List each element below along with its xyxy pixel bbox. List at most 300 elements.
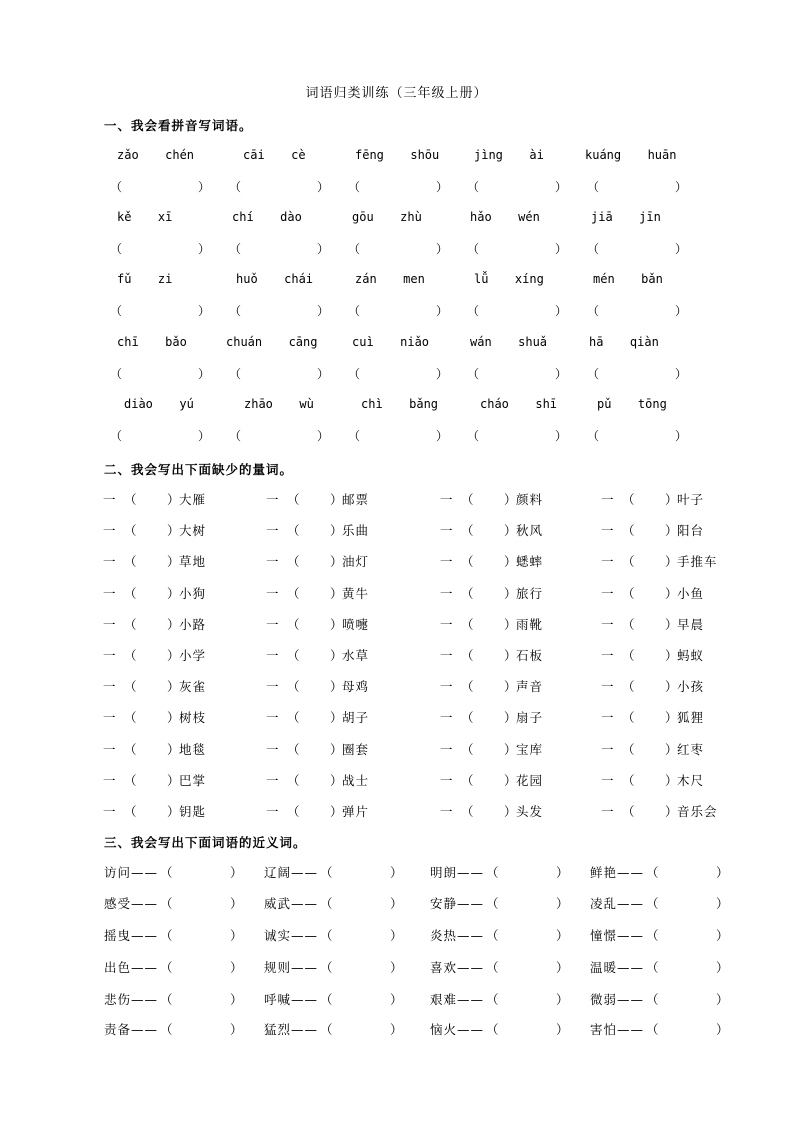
answer-paren-close: ） (556, 896, 569, 911)
measure-prefix: 一 (266, 772, 279, 788)
answer-paren-open: （ (320, 960, 333, 975)
noun-word: 巴掌 (179, 772, 207, 788)
pinyin-prompt: mén bǎn (593, 272, 663, 286)
measure-prefix: 一 (601, 741, 614, 757)
answer-paren-close: ） (167, 741, 180, 757)
answer-paren-open: （ (461, 741, 474, 757)
answer-paren-open: （ (320, 1022, 333, 1037)
noun-word: 音乐会 (677, 804, 718, 819)
answer-paren-close: ） (716, 1022, 729, 1037)
answer-paren-close: ） (504, 492, 517, 507)
answer-paren-open: （ (160, 960, 173, 975)
measure-prefix: 一 (601, 554, 614, 570)
noun-word: 树枝 (179, 710, 207, 726)
answer-paren-open: （ (287, 804, 300, 819)
pinyin-prompt: jìng ài (474, 148, 544, 162)
noun-word: 花园 (516, 772, 544, 788)
synonym-prompt: 猛烈—— (264, 1022, 319, 1037)
measure-prefix: 一 (103, 772, 116, 788)
answer-paren-close: ） (665, 679, 678, 695)
answer-paren-close: ） (198, 242, 211, 256)
answer-paren-close: ） (556, 1022, 569, 1037)
noun-word: 早晨 (677, 616, 705, 632)
answer-paren-open: （ (622, 554, 635, 570)
measure-prefix: 一 (266, 523, 279, 539)
answer-paren-open: （ (646, 928, 659, 943)
answer-paren-open: （ (646, 1022, 659, 1037)
synonym-prompt: 微弱—— (590, 992, 645, 1007)
pinyin-prompt: lǚ xíng (474, 272, 544, 286)
answer-paren-close: ） (555, 367, 568, 381)
answer-paren-open: （ (622, 741, 635, 757)
measure-prefix: 一 (103, 741, 116, 757)
noun-word: 秋风 (516, 523, 544, 539)
answer-paren-open: （ (287, 616, 300, 632)
answer-paren-open: （ (461, 772, 474, 788)
answer-paren-close: ） (330, 679, 343, 695)
noun-word: 声音 (516, 679, 544, 695)
measure-prefix: 一 (103, 492, 116, 507)
answer-paren-close: ） (665, 492, 678, 507)
answer-paren-open: （ (124, 648, 137, 663)
answer-paren-open: （ (110, 429, 123, 443)
answer-paren-close: ） (167, 648, 180, 663)
answer-paren-close: ） (556, 992, 569, 1007)
answer-paren-open: （ (160, 1022, 173, 1037)
answer-paren-close: ） (390, 992, 403, 1007)
answer-paren-open: （ (110, 367, 123, 381)
synonym-prompt: 凌乱—— (590, 896, 645, 911)
answer-paren-close: ） (167, 492, 180, 507)
section-2-heading: 二、我会写出下面缺少的量词。 (104, 462, 294, 477)
answer-paren-open: （ (160, 992, 173, 1007)
synonym-prompt: 害怕—— (590, 1022, 645, 1037)
noun-word: 小狗 (179, 585, 207, 601)
synonym-prompt: 恼火—— (430, 1022, 485, 1037)
answer-paren-open: （ (587, 304, 600, 318)
answer-paren-open: （ (622, 585, 635, 601)
synonym-prompt: 憧憬—— (590, 928, 645, 943)
answer-paren-close: ） (167, 616, 180, 632)
answer-paren-close: ） (504, 710, 517, 726)
answer-paren-open: （ (646, 865, 659, 880)
measure-prefix: 一 (103, 648, 116, 663)
noun-word: 扇子 (516, 710, 544, 726)
noun-word: 小鱼 (677, 585, 705, 601)
synonym-prompt: 炎热—— (430, 928, 485, 943)
answer-paren-open: （ (646, 960, 659, 975)
measure-prefix: 一 (103, 804, 116, 819)
answer-paren-close: ） (504, 523, 517, 539)
answer-paren-close: ） (390, 896, 403, 911)
answer-paren-close: ） (665, 648, 678, 663)
answer-paren-open: （ (124, 679, 137, 695)
answer-paren-close: ） (330, 585, 343, 601)
answer-paren-close: ） (330, 772, 343, 788)
answer-paren-close: ） (317, 304, 330, 318)
answer-paren-close: ） (555, 180, 568, 194)
answer-paren-close: ） (665, 616, 678, 632)
answer-paren-open: （ (287, 492, 300, 507)
answer-paren-open: （ (486, 1022, 499, 1037)
answer-paren-open: （ (622, 710, 635, 726)
synonym-prompt: 出色—— (104, 960, 159, 975)
answer-paren-open: （ (287, 710, 300, 726)
answer-paren-close: ） (716, 896, 729, 911)
answer-paren-close: ） (167, 804, 180, 819)
answer-paren-close: ） (675, 367, 688, 381)
noun-word: 油灯 (342, 554, 370, 570)
answer-paren-open: （ (124, 804, 137, 819)
answer-paren-close: ） (198, 304, 211, 318)
pinyin-prompt: kě xī (117, 210, 173, 224)
pinyin-prompt: kuáng huān (585, 148, 677, 162)
pinyin-prompt: huǒ chái (236, 272, 314, 286)
noun-word: 喷嚏 (342, 616, 370, 632)
measure-prefix: 一 (601, 710, 614, 726)
measure-prefix: 一 (266, 554, 279, 570)
answer-paren-open: （ (124, 523, 137, 539)
answer-paren-close: ） (665, 710, 678, 726)
answer-paren-open: （ (622, 616, 635, 632)
answer-paren-open: （ (622, 804, 635, 819)
answer-paren-close: ） (665, 523, 678, 539)
measure-prefix: 一 (601, 585, 614, 601)
answer-paren-close: ） (167, 772, 180, 788)
pinyin-prompt: wán shuǎ (470, 335, 548, 349)
answer-paren-open: （ (646, 896, 659, 911)
answer-paren-open: （ (467, 429, 480, 443)
measure-prefix: 一 (266, 648, 279, 663)
answer-paren-open: （ (486, 896, 499, 911)
answer-paren-close: ） (230, 865, 243, 880)
noun-word: 狐狸 (677, 710, 705, 726)
synonym-prompt: 鲜艳—— (590, 865, 645, 880)
answer-paren-close: ） (436, 180, 449, 194)
answer-paren-open: （ (124, 492, 137, 507)
noun-word: 木尺 (677, 772, 705, 788)
answer-paren-open: （ (461, 585, 474, 601)
measure-prefix: 一 (440, 648, 453, 663)
answer-paren-open: （ (287, 554, 300, 570)
noun-word: 小孩 (677, 679, 705, 695)
answer-paren-open: （ (486, 960, 499, 975)
answer-paren-open: （ (467, 367, 480, 381)
answer-paren-open: （ (461, 554, 474, 570)
answer-paren-close: ） (716, 928, 729, 943)
answer-paren-open: （ (461, 523, 474, 539)
answer-paren-open: （ (229, 367, 242, 381)
noun-word: 地毯 (179, 741, 207, 757)
answer-paren-open: （ (461, 616, 474, 632)
answer-paren-close: ） (390, 865, 403, 880)
answer-paren-close: ） (230, 896, 243, 911)
answer-paren-close: ） (555, 304, 568, 318)
noun-word: 灰雀 (179, 679, 207, 695)
pinyin-prompt: chì bǎng (361, 397, 439, 411)
answer-paren-open: （ (124, 616, 137, 632)
answer-paren-open: （ (229, 242, 242, 256)
synonym-prompt: 辽阔—— (264, 865, 319, 880)
pinyin-prompt: cuì niǎo (352, 335, 430, 349)
noun-word: 大雁 (179, 492, 207, 507)
answer-paren-open: （ (622, 492, 635, 507)
measure-prefix: 一 (103, 523, 116, 539)
measure-prefix: 一 (440, 585, 453, 601)
answer-paren-open: （ (622, 772, 635, 788)
noun-word: 战士 (342, 772, 370, 788)
noun-word: 小路 (179, 616, 207, 632)
answer-paren-close: ） (436, 367, 449, 381)
answer-paren-open: （ (461, 710, 474, 726)
measure-prefix: 一 (103, 585, 116, 601)
noun-word: 石板 (516, 648, 544, 663)
synonym-prompt: 喜欢—— (430, 960, 485, 975)
section-3-heading: 三、我会写出下面词语的近义词。 (104, 835, 307, 850)
measure-prefix: 一 (103, 616, 116, 632)
answer-paren-close: ） (230, 1022, 243, 1037)
synonym-prompt: 悲伤—— (104, 992, 159, 1007)
answer-paren-close: ） (716, 960, 729, 975)
answer-paren-close: ） (675, 304, 688, 318)
pinyin-prompt: hā qiàn (589, 335, 659, 349)
answer-paren-close: ） (504, 554, 517, 570)
measure-prefix: 一 (440, 772, 453, 788)
noun-word: 手推车 (677, 554, 718, 570)
answer-paren-close: ） (167, 710, 180, 726)
pinyin-prompt: cāi cè (243, 148, 306, 162)
answer-paren-close: ） (317, 429, 330, 443)
synonym-prompt: 规则—— (264, 960, 319, 975)
answer-paren-open: （ (486, 928, 499, 943)
measure-prefix: 一 (440, 679, 453, 695)
synonym-prompt: 明朗—— (430, 865, 485, 880)
answer-paren-close: ） (504, 616, 517, 632)
measure-prefix: 一 (601, 772, 614, 788)
answer-paren-open: （ (229, 304, 242, 318)
synonym-prompt: 诚实—— (264, 928, 319, 943)
measure-prefix: 一 (601, 648, 614, 663)
answer-paren-close: ） (317, 180, 330, 194)
measure-prefix: 一 (601, 492, 614, 507)
noun-word: 旅行 (516, 585, 544, 601)
noun-word: 蟋蟀 (516, 554, 544, 570)
answer-paren-open: （ (110, 242, 123, 256)
pinyin-prompt: zǎo chén (117, 148, 195, 162)
answer-paren-open: （ (287, 679, 300, 695)
answer-paren-close: ） (330, 741, 343, 757)
answer-paren-open: （ (160, 865, 173, 880)
answer-paren-open: （ (110, 304, 123, 318)
answer-paren-close: ） (555, 429, 568, 443)
synonym-prompt: 威武—— (264, 896, 319, 911)
synonym-prompt: 摇曳—— (104, 928, 159, 943)
measure-prefix: 一 (440, 523, 453, 539)
answer-paren-close: ） (504, 679, 517, 695)
answer-paren-close: ） (665, 804, 678, 819)
measure-prefix: 一 (601, 523, 614, 539)
noun-word: 水草 (342, 648, 370, 663)
answer-paren-open: （ (124, 585, 137, 601)
answer-paren-open: （ (587, 242, 600, 256)
measure-prefix: 一 (266, 585, 279, 601)
answer-paren-close: ） (390, 928, 403, 943)
pinyin-prompt: chuán cāng (226, 335, 318, 349)
answer-paren-close: ） (504, 648, 517, 663)
measure-prefix: 一 (266, 616, 279, 632)
measure-prefix: 一 (103, 710, 116, 726)
noun-word: 母鸡 (342, 679, 370, 695)
answer-paren-close: ） (504, 585, 517, 601)
answer-paren-open: （ (622, 523, 635, 539)
answer-paren-open: （ (124, 772, 137, 788)
answer-paren-open: （ (348, 429, 361, 443)
answer-paren-open: （ (287, 648, 300, 663)
noun-word: 头发 (516, 804, 544, 819)
answer-paren-close: ） (675, 429, 688, 443)
noun-word: 蚂蚁 (677, 648, 705, 663)
answer-paren-open: （ (646, 992, 659, 1007)
synonym-prompt: 呼喊—— (264, 992, 319, 1007)
measure-prefix: 一 (440, 804, 453, 819)
noun-word: 叶子 (677, 492, 705, 507)
noun-word: 草地 (179, 554, 207, 570)
answer-paren-close: ） (230, 992, 243, 1007)
answer-paren-close: ） (198, 367, 211, 381)
measure-prefix: 一 (440, 741, 453, 757)
pinyin-prompt: pǔ tōng (597, 397, 667, 411)
noun-word: 大树 (179, 523, 207, 539)
noun-word: 钥匙 (179, 804, 207, 819)
measure-prefix: 一 (103, 554, 116, 570)
answer-paren-open: （ (287, 741, 300, 757)
answer-paren-open: （ (587, 367, 600, 381)
measure-prefix: 一 (601, 804, 614, 819)
answer-paren-open: （ (461, 804, 474, 819)
answer-paren-close: ） (556, 865, 569, 880)
pinyin-prompt: fēng shōu (355, 148, 440, 162)
answer-paren-close: ） (555, 242, 568, 256)
noun-word: 乐曲 (342, 523, 370, 539)
answer-paren-close: ） (556, 960, 569, 975)
answer-paren-close: ） (556, 928, 569, 943)
answer-paren-open: （ (486, 865, 499, 880)
answer-paren-close: ） (230, 960, 243, 975)
answer-paren-close: ） (436, 304, 449, 318)
answer-paren-close: ） (330, 648, 343, 663)
synonym-prompt: 温暖—— (590, 960, 645, 975)
answer-paren-open: （ (461, 492, 474, 507)
noun-word: 胡子 (342, 710, 370, 726)
measure-prefix: 一 (440, 554, 453, 570)
answer-paren-close: ） (198, 429, 211, 443)
answer-paren-close: ） (665, 772, 678, 788)
answer-paren-open: （ (467, 180, 480, 194)
answer-paren-close: ） (436, 242, 449, 256)
answer-paren-open: （ (320, 896, 333, 911)
measure-prefix: 一 (266, 492, 279, 507)
pinyin-prompt: hǎo wén (470, 210, 540, 224)
noun-word: 弹片 (342, 804, 370, 819)
answer-paren-close: ） (198, 180, 211, 194)
answer-paren-open: （ (287, 772, 300, 788)
answer-paren-open: （ (160, 928, 173, 943)
pinyin-prompt: zhāo wù (244, 397, 314, 411)
noun-word: 阳台 (677, 523, 705, 539)
answer-paren-open: （ (622, 648, 635, 663)
answer-paren-open: （ (348, 180, 361, 194)
answer-paren-close: ） (504, 804, 517, 819)
answer-paren-open: （ (622, 679, 635, 695)
answer-paren-close: ） (504, 772, 517, 788)
noun-word: 雨靴 (516, 616, 544, 632)
answer-paren-close: ） (167, 523, 180, 539)
answer-paren-open: （ (124, 554, 137, 570)
synonym-prompt: 安静—— (430, 896, 485, 911)
answer-paren-open: （ (587, 429, 600, 443)
answer-paren-close: ） (317, 242, 330, 256)
answer-paren-open: （ (348, 304, 361, 318)
answer-paren-close: ） (665, 585, 678, 601)
answer-paren-close: ） (330, 492, 343, 507)
answer-paren-close: ） (390, 960, 403, 975)
measure-prefix: 一 (601, 679, 614, 695)
answer-paren-open: （ (124, 710, 137, 726)
answer-paren-open: （ (124, 741, 137, 757)
pinyin-prompt: diào yú (124, 397, 194, 411)
synonym-prompt: 访问—— (104, 865, 159, 880)
answer-paren-open: （ (229, 429, 242, 443)
answer-paren-close: ） (330, 804, 343, 819)
synonym-prompt: 责备—— (104, 1022, 159, 1037)
pinyin-prompt: gōu zhù (352, 210, 422, 224)
answer-paren-close: ） (675, 180, 688, 194)
answer-paren-open: （ (287, 585, 300, 601)
answer-paren-open: （ (320, 928, 333, 943)
answer-paren-close: ） (675, 242, 688, 256)
pinyin-prompt: chī bǎo (117, 335, 187, 349)
answer-paren-open: （ (110, 180, 123, 194)
noun-word: 圈套 (342, 741, 370, 757)
answer-paren-close: ） (436, 429, 449, 443)
answer-paren-open: （ (467, 304, 480, 318)
noun-word: 颜料 (516, 492, 544, 507)
answer-paren-open: （ (486, 992, 499, 1007)
measure-prefix: 一 (440, 616, 453, 632)
answer-paren-close: ） (167, 554, 180, 570)
answer-paren-close: ） (230, 928, 243, 943)
answer-paren-open: （ (587, 180, 600, 194)
pinyin-prompt: fǔ zi (117, 272, 173, 286)
noun-word: 小学 (179, 648, 207, 663)
answer-paren-open: （ (287, 523, 300, 539)
answer-paren-open: （ (467, 242, 480, 256)
answer-paren-close: ） (167, 679, 180, 695)
answer-paren-close: ） (665, 554, 678, 570)
answer-paren-close: ） (716, 865, 729, 880)
synonym-prompt: 艰难—— (430, 992, 485, 1007)
measure-prefix: 一 (103, 679, 116, 695)
noun-word: 邮票 (342, 492, 370, 507)
answer-paren-open: （ (348, 242, 361, 256)
answer-paren-close: ） (390, 1022, 403, 1037)
answer-paren-close: ） (330, 710, 343, 726)
answer-paren-close: ） (330, 523, 343, 539)
answer-paren-close: ） (716, 992, 729, 1007)
answer-paren-open: （ (160, 896, 173, 911)
measure-prefix: 一 (266, 679, 279, 695)
answer-paren-close: ） (330, 616, 343, 632)
